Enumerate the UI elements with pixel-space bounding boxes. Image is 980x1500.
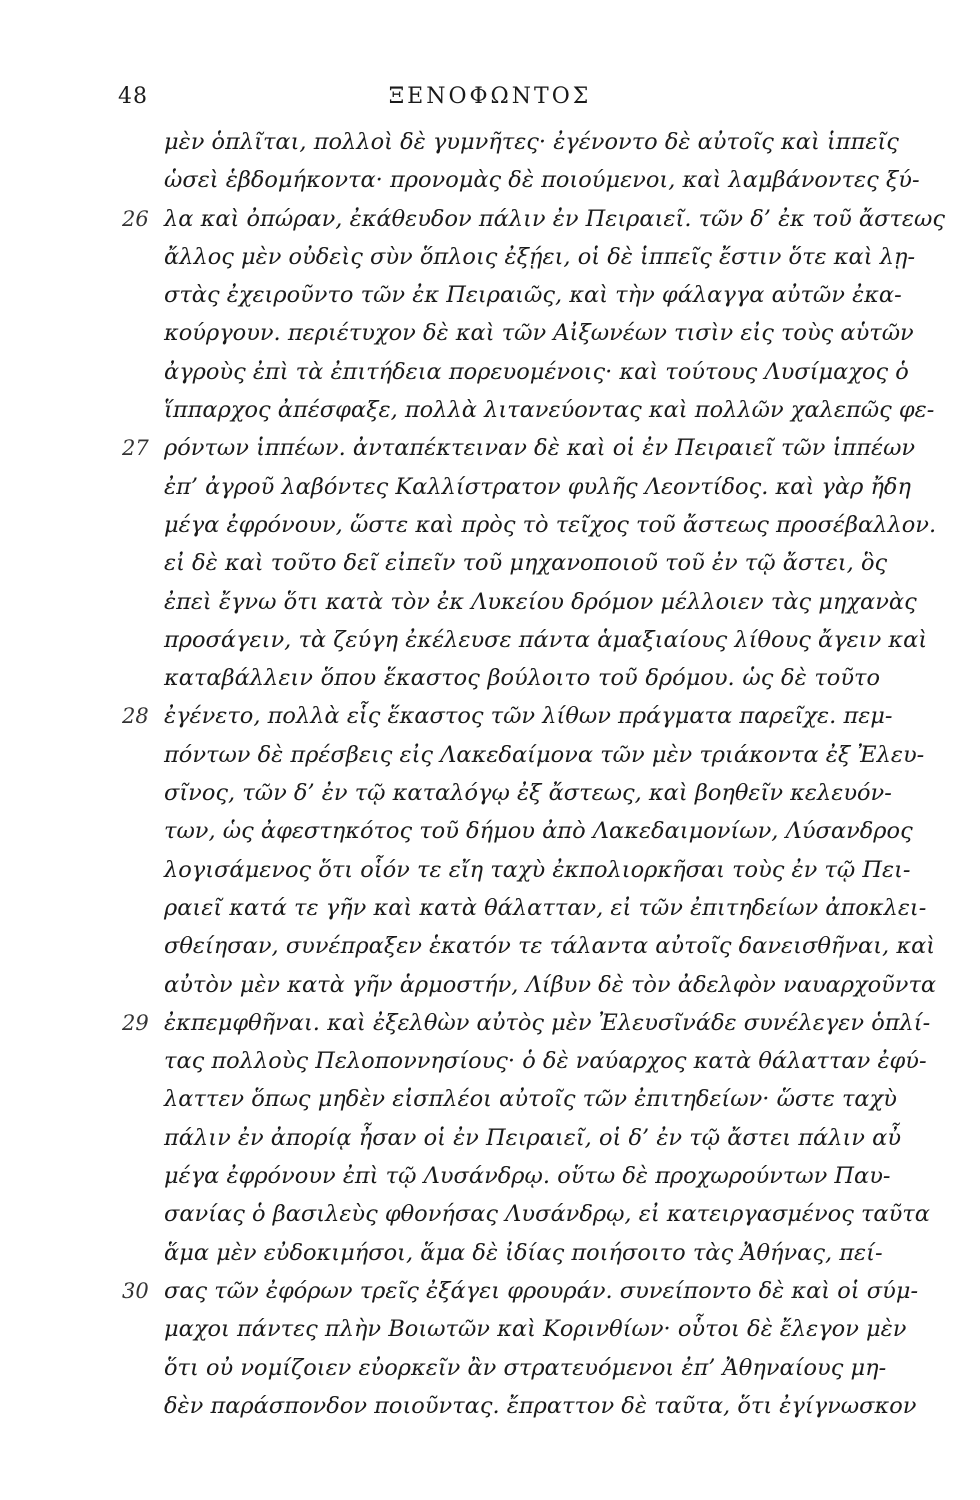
line-text: σθείησαν, συνέπραξεν ἑκατόν τε τάλαντα αὐτοῖς δανεισθῆναι, καὶ [164,933,936,960]
text-line [0,816,980,854]
text-line [0,893,980,931]
text-line [0,587,980,625]
text-line [0,625,980,663]
line-text: καταβάλλειν ὅπου ἕκαστος βούλοιτο τοῦ δρόμου. ὡς δὲ τοῦτο [164,665,880,692]
line-text: ἵππαρχος ἀπέσφαξε, πολλὰ λιτανεύοντας καὶ πολλῶν χαλεπῶς φε- [164,397,935,424]
line-text: πόντων δὲ πρέσβεις εἰς Λακεδαίμονα τῶν μὲν τριάκοντα ἐξ Ἐλευ- [164,741,925,768]
line-text: ρόντων ἱππέων. ἀνταπέκτειναν δὲ καὶ οἱ ἐν Πειραιεῖ τῶν ἱππέων [164,435,916,462]
text-line [0,165,980,203]
section-number: 30 [122,1278,149,1303]
line-text: ὅτι οὐ νομίζοιεν εὐορκεῖν ἂν στρατευόμενοι ἐπ’ Ἀθηναίους μη- [164,1354,887,1381]
text-line [0,1238,980,1276]
text-line [0,1008,980,1046]
text-line [0,357,980,395]
section-number: 27 [122,436,149,461]
line-text: ἐπεὶ ἔγνω ὅτι κατὰ τὸν ἐκ Λυκείου δρόμον μέλλοιεν τὰς μηχανὰς [164,588,917,615]
page-header [0,84,980,118]
line-text: μέγα ἐφρόνουν ἐπὶ τῷ Λυσάνδρῳ. οὕτω δὲ προχωρούντων Παυ- [164,1163,891,1190]
line-text: προσάγειν, τὰ ζεύγη ἐκέλευσε πάντα ἁμαξιαίους λίθους ἄγειν καὶ [164,626,928,653]
text-line [0,1314,980,1352]
text-line [0,472,980,510]
section-number: 28 [122,704,149,729]
text-line [0,242,980,280]
line-text: στὰς ἐχειροῦντο τῶν ἐκ Πειραιῶς, καὶ τὴν φάλαγγα αὐτῶν ἐκα- [164,282,902,309]
text-line [0,433,980,471]
line-text: μὲν ὁπλῖται, πολλοὶ δὲ γυμνῆτες· ἐγένοντο δὲ αὐτοῖς καὶ ἱππεῖς [164,129,899,155]
line-text: ἐγένετο, πολλὰ εἷς ἕκαστος τῶν λίθων πράγματα παρεῖχε. πεμ- [164,703,893,730]
line-text: δὲν παράσπονδον ποιοῦντας. ἔπραττον δὲ ταῦτα, ὅτι ἐγίγνωσκον [164,1392,917,1419]
text-line [0,1353,980,1391]
line-text: των, ὡς ἀφεστηκότος τοῦ δήμου ἀπὸ Λακεδαιμονίων, Λύσανδρος [164,818,913,845]
line-text: ραιεῖ κατά τε γῆν καὶ κατὰ θάλατταν, εἰ τῶν ἐπιτηδείων ἀποκλει- [164,894,927,921]
line-text: ἐκπεμφθῆναι. καὶ ἐξελθὼν αὐτὸς μὲν Ἐλευσῖνάδε συνέλεγεν ὁπλί- [164,1009,931,1036]
line-text: λογισάμενος ὅτι οἷόν τε εἴη ταχὺ ἐκπολιορκῆσαι τοὺς ἐν τῷ Πει- [164,856,911,883]
text-line [0,1199,980,1237]
text-line [0,1161,980,1199]
line-text: τας πολλοὺς Πελοποννησίους· ὁ δὲ ναύαρχος κατὰ θάλατταν ἐφύ- [164,1048,927,1075]
text-line [0,663,980,701]
line-text: εἰ δὲ καὶ τοῦτο δεῖ εἰπεῖν τοῦ μηχανοποιοῦ τοῦ ἐν τῷ ἄστει, ὃς [164,550,888,577]
section-number: 26 [122,206,149,231]
greek-text-body [0,127,980,1429]
text-line [0,548,980,586]
section-number: 29 [122,1010,149,1035]
text-line [0,280,980,318]
text-line [0,740,980,778]
text-line [0,701,980,739]
text-line [0,778,980,816]
text-line [0,1123,980,1161]
text-line [0,855,980,893]
text-line [0,970,980,1008]
text-line [0,204,980,242]
line-text: σας τῶν ἐφόρων τρεῖς ἐξάγει φρουράν. συνείποντο δὲ καὶ οἱ σύμ- [164,1277,919,1304]
line-text: πάλιν ἐν ἀπορίᾳ ἦσαν οἱ ἐν Πειραιεῖ, οἱ δ’ ἐν τῷ ἄστει πάλιν αὖ [164,1124,902,1151]
line-text: αὐτὸν μὲν κατὰ γῆν ἁρμοστήν, Λίβυν δὲ τὸν ἀδελφὸν ναυαρχοῦντα [164,971,937,998]
line-text: ἐπ’ ἀγροῦ λαβόντες Καλλίστρατον φυλῆς Λεοντίδος. καὶ γὰρ ἤδη [164,473,911,500]
running-title: ΞΕΝΟΦΩΝΤΟΣ [388,84,592,109]
line-text: λα καὶ ὀπώραν, ἐκάθευδον πάλιν ἐν Πειραιεῖ. τῶν δ’ ἐκ τοῦ ἄστεως [164,205,945,232]
line-text: σῖνος, τῶν δ’ ἐν τῷ καταλόγῳ ἐξ ἄστεως, καὶ βοηθεῖν κελευόν- [164,780,892,807]
text-line [0,318,980,356]
line-text: μέγα ἐφρόνουν, ὥστε καὶ πρὸς τὸ τεῖχος τοῦ ἄστεως προσέβαλλον. [164,511,937,538]
line-text: λαττεν ὅπως μηδὲν εἰσπλέοι αὐτοῖς τῶν ἐπιτηδείων· ὥστε ταχὺ [164,1086,897,1113]
text-line [0,1046,980,1084]
text-line [0,931,980,969]
text-line [0,1391,980,1429]
text-line [0,1276,980,1314]
line-text: ὡσεὶ ἑβδομήκοντα· προνομὰς δὲ ποιούμενοι, καὶ λαμβάνοντες ξύ- [164,167,920,194]
line-text: σανίας ὁ βασιλεὺς φθονήσας Λυσάνδρῳ, εἰ κατειργασμένος ταῦτα [164,1201,930,1228]
line-text: κούργουν. περιέτυχον δὲ καὶ τῶν Αἰξωνέων τισὶν εἰς τοὺς αὑτῶν [164,320,914,347]
text-line [0,127,980,165]
text-line [0,1084,980,1122]
text-line [0,510,980,548]
line-text: ἅμα μὲν εὐδοκιμήσοι, ἅμα δὲ ἰδίας ποιήσοιτο τὰς Ἀθήνας, πεί- [164,1239,883,1266]
page-number: 48 [118,84,148,109]
line-text: ἀγροὺς ἐπὶ τὰ ἐπιτήδεια πορευομένοις· καὶ τούτους Λυσίμαχος ὁ [164,358,909,385]
line-text: ἄλλος μὲν οὐδεὶς σὺν ὅπλοις ἐξῄει, οἱ δὲ ἱππεῖς ἔστιν ὅτε καὶ λῃ- [164,243,916,270]
line-text: μαχοι πάντες πλὴν Βοιωτῶν καὶ Κορινθίων· οὗτοι δὲ ἔλεγον μὲν [164,1316,907,1343]
text-line [0,395,980,433]
